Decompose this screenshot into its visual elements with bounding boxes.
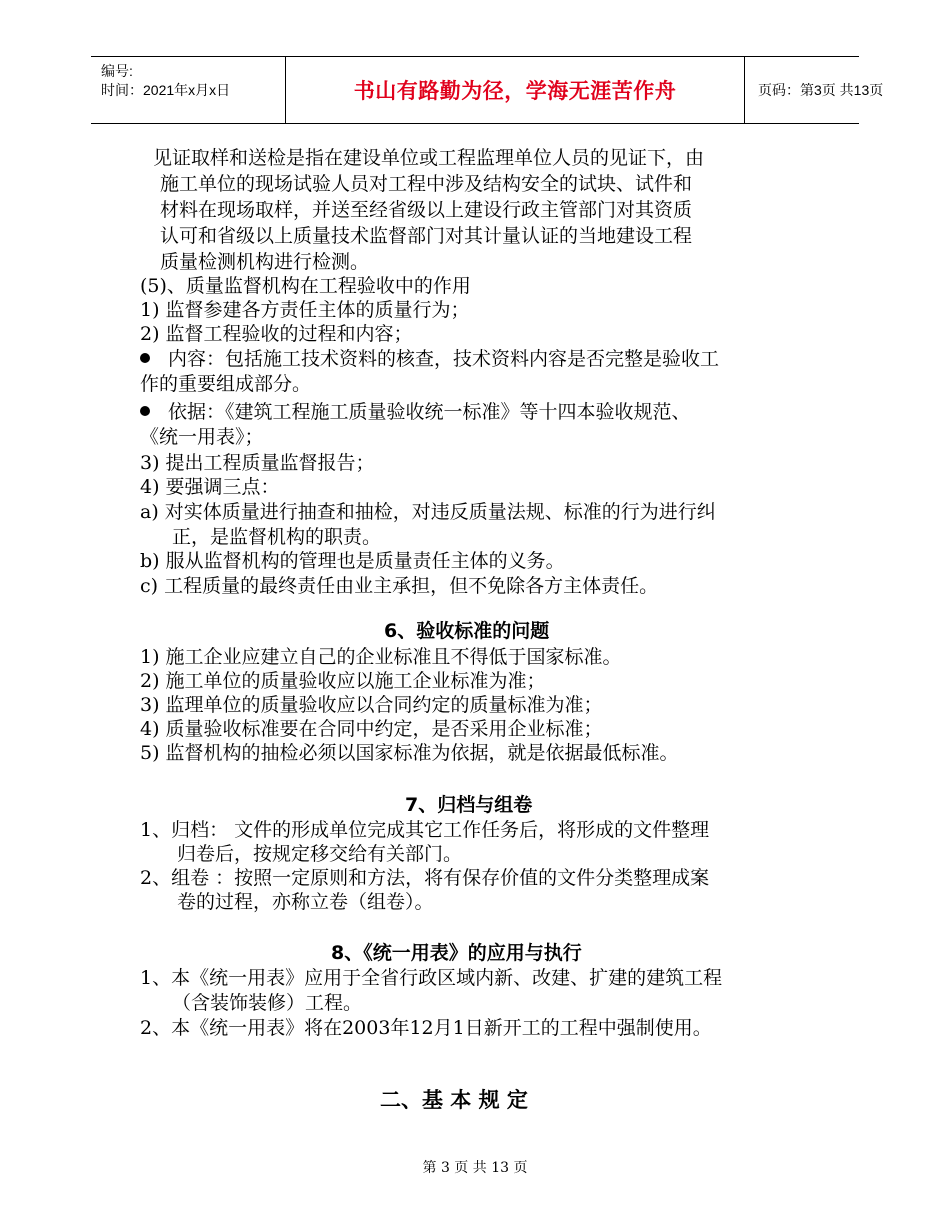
list-item: b) 服从监督机构的管理也是质量责任主体的义务。 — [140, 550, 565, 572]
chapter-title: 二、基 本 规 定 — [380, 1088, 528, 1112]
bullet-item: 依据：《建筑工程施工质量验收统一标准》等十四本验收规范、 — [140, 400, 691, 424]
paragraph-line: 材料在现场取样，并送至经省级以上建设行政主管部门对其资质 — [160, 199, 693, 221]
paragraph-line: 质量检测机构进行检测。 — [160, 251, 370, 273]
section-heading: 7、归档与组卷 — [405, 794, 533, 816]
header-page-number: 页码：第3页 共13页 — [758, 82, 884, 98]
list-item: c) 工程质量的最终责任由业主承担，但不免除各方主体责任。 — [140, 575, 659, 597]
page-header — [91, 56, 884, 124]
paragraph-line: 卷的过程，亦称立卷（组卷）。 — [177, 891, 434, 913]
paragraph-line: 作的重要组成部分。 — [140, 373, 312, 395]
subsection-title: (5)、质量监督机构在工程验收中的作用 — [140, 275, 471, 297]
section-heading: 8、《统一用表》的应用与执行 — [331, 942, 582, 964]
paragraph-line: 见证取样和送检是指在建设单位或工程监理单位人员的见证下，由 — [153, 147, 705, 169]
list-item: 3) 监理单位的质量验收应以合同约定的质量标准为准； — [140, 694, 603, 716]
paragraph-line: （含装饰装修）工程。 — [172, 992, 363, 1014]
header-motto: 书山有路勤为径，学海无涯苦作舟 — [353, 79, 677, 103]
paragraph-line: 认可和省级以上质量技术监督部门对其计量认证的当地建设工程 — [160, 225, 693, 247]
list-item: 4) 质量验收标准要在合同中约定，是否采用企业标准； — [140, 718, 603, 740]
list-item: 3) 提出工程质量监督报告； — [140, 452, 375, 474]
list-item: 4) 要强调三点： — [140, 476, 280, 498]
list-item: 1) 施工企业应建立自己的企业标准且不得低于国家标准。 — [140, 646, 622, 668]
bullet-icon — [140, 406, 150, 416]
paragraph-line: 施工单位的现场试验人员对工程中涉及结构安全的试块、试件和 — [160, 173, 693, 195]
bullet-item: 内容：包括施工技术资料的核查，技术资料内容是否完整是验收工 — [140, 347, 719, 371]
document-date-label: 时间：2021年x月x日 — [101, 82, 231, 98]
list-item: 2) 施工单位的质量验收应以施工企业标准为准； — [140, 670, 546, 692]
list-item: 5) 监督机构的抽检必须以国家标准为依据，就是依据最低标准。 — [140, 742, 679, 764]
header-page-cell — [744, 57, 924, 123]
paragraph-line: 《统一用表》； — [140, 426, 264, 448]
section-heading: 6、验收标准的问题 — [384, 620, 550, 642]
list-item: 2、组卷 ：按照一定原则和方法，将有保存价值的文件分类整理成案 — [140, 867, 710, 889]
list-item: 1、归档： 文件的形成单位完成其它工作任务后，将形成的文件整理 — [140, 819, 710, 841]
list-item: a) 对实体质量进行抽查和抽检，对违反质量法规、标准的行为进行纠 — [140, 501, 716, 523]
list-item: 1、本《统一用表》应用于全省行政区域内新、改建、扩建的建筑工程 — [140, 967, 723, 989]
page-footer — [0, 1157, 950, 1177]
bullet-icon — [140, 353, 150, 363]
paragraph-line: 归卷后，按规定移交给有关部门。 — [177, 843, 463, 865]
header-motto-cell — [285, 57, 745, 123]
list-item: 2) 监督工程验收的过程和内容； — [140, 323, 413, 345]
header-meta — [91, 57, 285, 123]
footer-page-number: 第 3 页 共 13 页 — [422, 1160, 528, 1176]
list-item: 2、本《统一用表》将在2003年12月1日新开工的工程中强制使用。 — [140, 1017, 712, 1039]
paragraph-line: 正，是监督机构的职责。 — [172, 526, 382, 548]
list-item: 1) 监督参建各方责任主体的质量行为； — [140, 299, 470, 321]
document-number-label: 编号: — [101, 63, 133, 79]
